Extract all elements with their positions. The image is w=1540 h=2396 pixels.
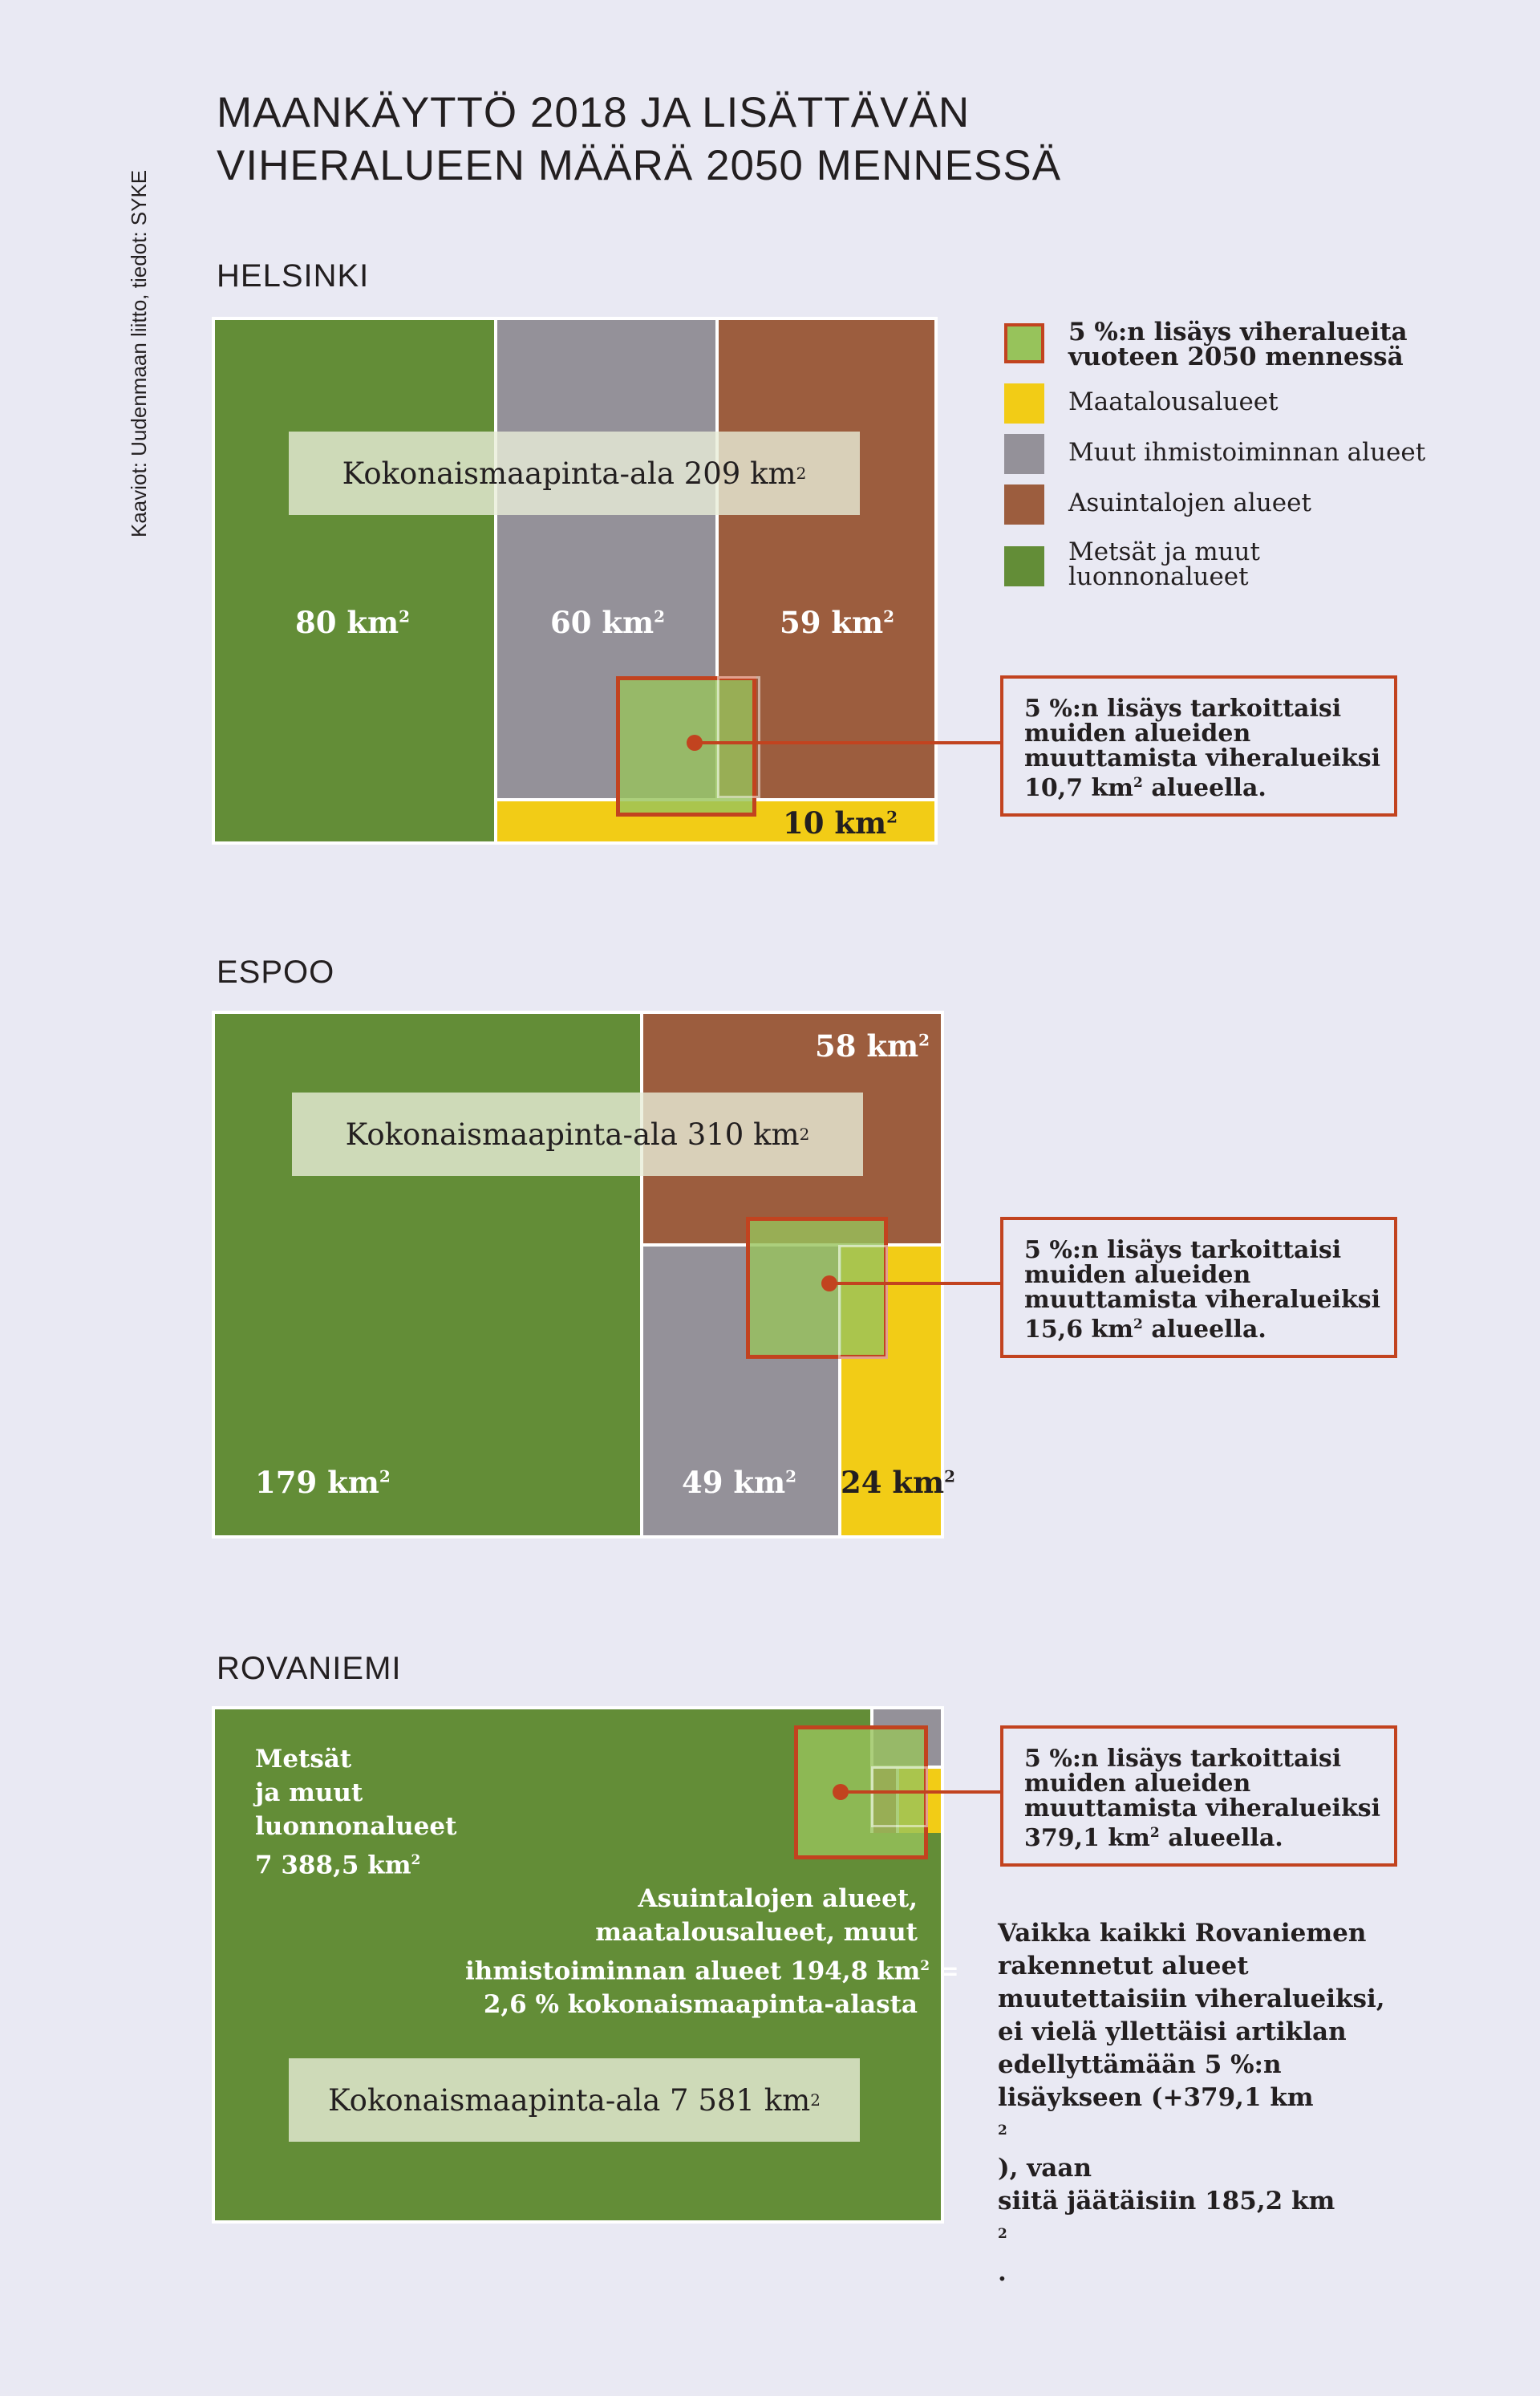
- helsinki-agriculture-value: [783, 805, 898, 841]
- espoo-overlap-outline: [838, 1245, 888, 1359]
- espoo-total-label: Kokonaismaapinta-ala 310 km: [345, 1117, 800, 1152]
- legend-label: Muut ihmistoiminnan alueet: [1068, 438, 1426, 467]
- value-text: 80 km: [295, 605, 399, 640]
- callout-suffix: alueella.: [1142, 1316, 1266, 1344]
- superscript-2: 2: [654, 606, 666, 626]
- rovaniemi-title: ROVANIEMI: [217, 1651, 402, 1686]
- callout-line: [1024, 771, 1373, 801]
- value-text: 10 km: [783, 805, 887, 841]
- helsinki-callout: [1000, 675, 1397, 817]
- value-text: 59 km: [780, 605, 884, 640]
- helsinki-leader-line: [695, 741, 1003, 744]
- helsinki-title: HELSINKI: [217, 258, 370, 294]
- superscript-2: 2: [998, 2122, 1007, 2139]
- label-line: maatalousalueet, muut: [595, 1918, 918, 1947]
- note-line: muutettaisiin viheralueiksi,: [998, 1985, 1385, 2013]
- note-text: ), vaan: [998, 2154, 1092, 2183]
- callout-line: 5 %:n lisäys tarkoittaisi: [1024, 695, 1342, 723]
- superscript-2: 2: [920, 1958, 930, 1974]
- note-line: rakennetut alueet: [998, 1952, 1249, 1980]
- value-text: 60 km: [550, 605, 654, 640]
- espoo-added-green-square: [746, 1217, 888, 1359]
- superscript-2: 2: [998, 2226, 1007, 2243]
- note-line: [998, 2185, 1385, 2289]
- label-line: ja muut: [255, 1778, 363, 1807]
- callout-line: [1024, 1312, 1373, 1342]
- callout-suffix: alueella.: [1142, 774, 1266, 802]
- title-line-2: VIHERALUEEN MÄÄRÄ 2050 MENNESSÄ: [217, 142, 1062, 189]
- espoo-agriculture-value: [841, 1465, 955, 1500]
- callout-value: 10,7 km: [1024, 774, 1134, 802]
- callout-suffix: alueella.: [1159, 1824, 1283, 1852]
- superscript-2: 2: [796, 464, 807, 483]
- superscript-2: 2: [886, 807, 898, 827]
- label-line: 7 388,5 km: [255, 1851, 411, 1880]
- note-line: [998, 2082, 1385, 2185]
- superscript-2: 2: [1133, 1316, 1143, 1332]
- legend-label: Asuintalojen alueet: [1068, 489, 1311, 517]
- helsinki-residential-value: [780, 605, 894, 640]
- rovaniemi-total-area: [289, 2058, 860, 2142]
- helsinki-forest-cell: [215, 320, 497, 841]
- espoo-title: ESPOO: [217, 955, 335, 990]
- value-text: 179 km: [255, 1465, 379, 1500]
- superscript-2: 2: [918, 1030, 930, 1050]
- callout-line: [1024, 1821, 1373, 1851]
- value-text: 24 km: [841, 1465, 945, 1500]
- helsinki-treemap: [212, 317, 938, 845]
- rovaniemi-callout: [1000, 1725, 1397, 1867]
- swatch-residential: [1004, 484, 1044, 525]
- rovaniemi-note: [998, 1917, 1385, 2289]
- superscript-2: 2: [411, 1852, 421, 1868]
- superscript-2: 2: [399, 606, 411, 626]
- helsinki-forest-value: [295, 605, 410, 640]
- espoo-other-value: [682, 1465, 796, 1500]
- superscript-2: 2: [799, 1125, 810, 1144]
- espoo-forest-value: [255, 1465, 391, 1500]
- swatch-forest: [1004, 546, 1044, 586]
- espoo-total-area: [292, 1093, 863, 1176]
- superscript-2: 2: [944, 1466, 956, 1486]
- superscript-2: 2: [810, 2090, 821, 2110]
- label-line: Metsät: [255, 1745, 352, 1774]
- label-line: ihmistoiminnan alueet 194,8 km: [465, 1956, 921, 1986]
- rovaniemi-forest-label: [255, 1742, 456, 1882]
- rovaniemi-built-label: [465, 1882, 959, 2021]
- callout-line: 5 %:n lisäys tarkoittaisi: [1024, 1745, 1342, 1773]
- note-line: edellyttämään 5 %:n: [998, 2050, 1282, 2079]
- superscript-2: 2: [785, 1466, 797, 1486]
- espoo-residential-value: [815, 1028, 930, 1064]
- callout-line: muiden alueiden: [1024, 1770, 1251, 1798]
- note-line: Vaikka kaikki Rovaniemen: [998, 1919, 1367, 1948]
- callout-line: 5 %:n lisäys tarkoittaisi: [1024, 1236, 1342, 1264]
- source-credit: Kaaviot: Uudenmaan liitto, tiedot: SYKE: [127, 169, 151, 537]
- callout-line: muiden alueiden: [1024, 1261, 1251, 1289]
- note-text: siitä jäätäisiin 185,2 km: [998, 2187, 1335, 2216]
- helsinki-total-area: [289, 432, 860, 515]
- value-text: 58 km: [815, 1028, 919, 1064]
- note-text: lisäykseen (+379,1 km: [998, 2083, 1314, 2112]
- superscript-2: 2: [1133, 775, 1143, 791]
- rovaniemi-total-label: Kokonaismaapinta-ala 7 581 km: [328, 2082, 811, 2118]
- helsinki-added-green-square: [616, 676, 756, 817]
- title-line-1: MAANKÄYTTÖ 2018 JA LISÄTTÄVÄN: [217, 89, 971, 136]
- label-line: luonnonalueet: [255, 1812, 457, 1841]
- helsinki-overlap-outline: [717, 676, 760, 798]
- espoo-callout: [1000, 1217, 1397, 1358]
- swatch-agriculture: [1004, 383, 1044, 424]
- callout-value: 379,1 km: [1024, 1824, 1150, 1852]
- label-line: =: [930, 1956, 959, 1986]
- legend-label: 5 %:n lisäys viheralueita vuoteen 2050 mennessä: [1068, 318, 1408, 371]
- callout-line: muuttamista viheralueiksi: [1024, 1794, 1381, 1822]
- callout-line: muuttamista viheralueiksi: [1024, 1286, 1381, 1314]
- superscript-2: 2: [379, 1466, 391, 1486]
- label-line: Asuintalojen alueet,: [638, 1884, 918, 1913]
- page-title: [217, 87, 1061, 193]
- legend-label: Maatalousalueet: [1068, 387, 1279, 416]
- label-line: 2,6 % kokonaismaapinta-alasta: [483, 1990, 918, 2020]
- rovaniemi-overlap-outline: [871, 1766, 928, 1827]
- espoo-leader-line: [829, 1282, 1003, 1285]
- callout-value: 15,6 km: [1024, 1316, 1134, 1344]
- value-text: 49 km: [682, 1465, 786, 1500]
- superscript-2: 2: [883, 606, 895, 626]
- note-text: .: [998, 2257, 1007, 2287]
- note-line: ei vielä yllettäisi artiklan: [998, 2017, 1347, 2046]
- callout-line: muuttamista viheralueiksi: [1024, 744, 1381, 772]
- swatch-other: [1004, 434, 1044, 474]
- callout-line: muiden alueiden: [1024, 720, 1251, 748]
- rovaniemi-leader-line: [841, 1790, 1003, 1794]
- helsinki-other-value: [550, 605, 665, 640]
- superscript-2: 2: [1149, 1825, 1160, 1841]
- swatch-added-green: [1004, 323, 1044, 363]
- legend-label: Metsät ja muut luonnonalueet: [1068, 537, 1260, 591]
- helsinki-total-label: Kokonaismaapinta-ala 209 km: [342, 456, 796, 491]
